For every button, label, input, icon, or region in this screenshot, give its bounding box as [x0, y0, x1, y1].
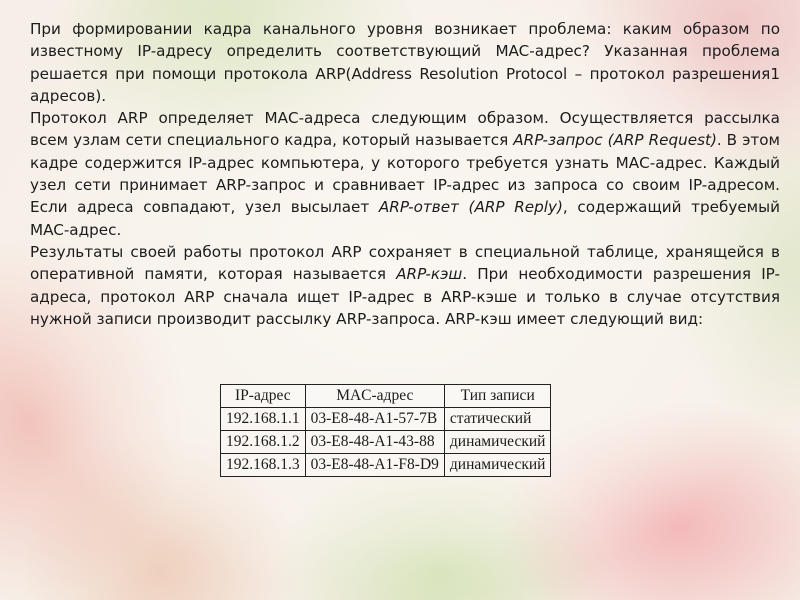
table-row: [221, 408, 551, 431]
cell-ip: 192.168.1.3: [221, 454, 306, 477]
header-ip: IP-адрес: [221, 385, 306, 408]
table-header-row: [221, 385, 551, 408]
cell-mac: 03-E8-48-A1-43-88: [305, 431, 444, 454]
table-row: [221, 454, 551, 477]
body-text: [30, 18, 780, 330]
paragraph-3: [30, 241, 780, 330]
paragraph-1-text: При формировании кадра канального уровня возникает проблема: каким образом по известному IP-адресу определить соответствующий MAC-адрес? Указанная проблема решается при помощи протокола ARP(Address Resolution Protocol – протокол разрешения1 адресов).: [30, 20, 780, 105]
cell-type: статический: [444, 408, 551, 431]
cell-ip: 192.168.1.2: [221, 431, 306, 454]
paragraph-3-text-a: Результаты своей работы протокол ARP сохраняет в специальной таблице, хранящейся в оперативной памяти, которая называется: [30, 242, 780, 284]
arp-cache-table: [220, 384, 551, 477]
term-arp-reply: ARP-ответ (ARP Reply): [378, 198, 563, 217]
header-type: Тип записи: [444, 385, 551, 408]
cell-type: динамический: [444, 454, 551, 477]
paragraph-3-text-b: . При необходимости разрешения IP-адреса, протокол ARP сначала ищет IP-адрес в ARP-кэше и только в случае отсутствия нужной записи производит рассылку ARP-запроса. ARP-кэш имеет следующий вид:: [30, 265, 780, 328]
paragraph-2-text-b: . В этом кадре содержится IP-адрес компьютера, у которого требуется узнать МАС-адрес. Каждый узел сети принимает ARP-запрос и сравнивает IP-адрес из запроса со своим IP-адресом. Если адреса совпадают, узел высылает: [30, 131, 780, 217]
paragraph-2-text-a: Протокол ARP определяет МАС-адреса следующим образом. Осуществляется рассылка всем узлам сети специального кадра, который называется: [30, 109, 780, 150]
term-arp-request: ARP-запрос (ARP Request): [513, 131, 717, 150]
cell-ip: 192.168.1.1: [221, 408, 306, 431]
table-row: [221, 431, 551, 454]
paragraph-1: [30, 18, 780, 107]
paragraph-2: [30, 107, 780, 241]
cell-mac: 03-E8-48-A1-F8-D9: [305, 454, 444, 477]
term-arp-cache: ARP-кэш: [396, 265, 463, 284]
header-mac: MAC-адрес: [305, 385, 444, 408]
cell-mac: 03-E8-48-A1-57-7B: [305, 408, 444, 431]
paragraph-2-text-c: , содержащий требуемый MAC-адрес.: [30, 198, 781, 239]
cell-type: динамический: [444, 431, 551, 454]
